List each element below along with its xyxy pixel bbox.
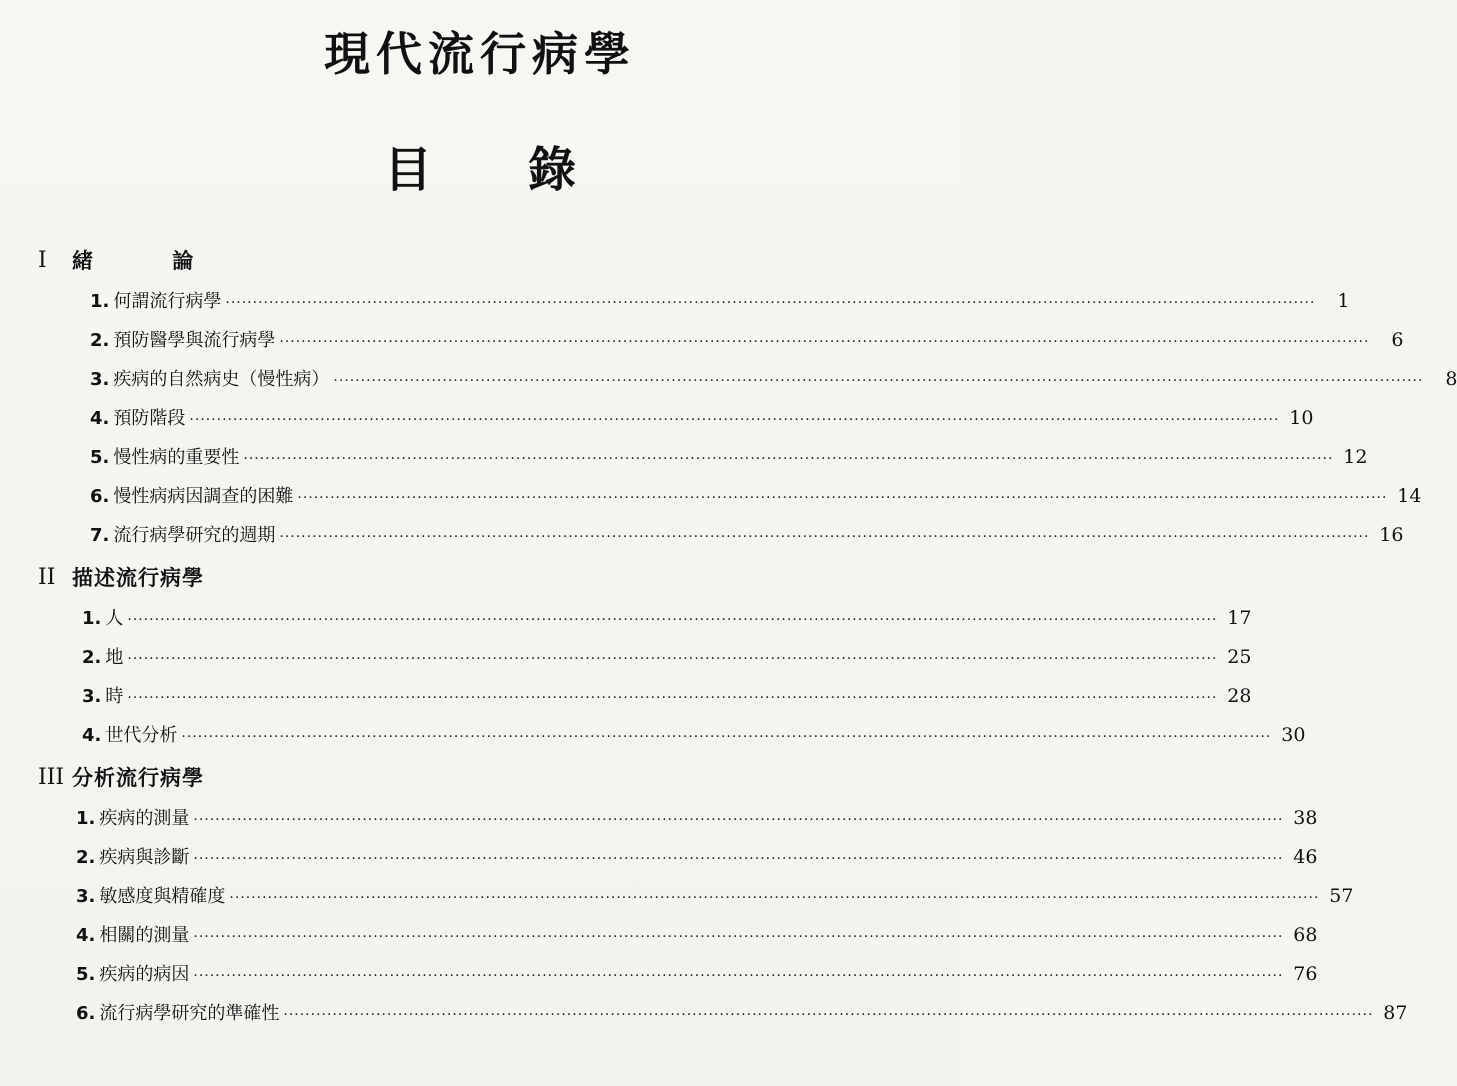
entry-label: 疾病的病因 bbox=[99, 964, 190, 985]
entry-number: 6. bbox=[90, 486, 110, 507]
entry-page-number: 25 bbox=[1227, 646, 1252, 668]
toc-entry bbox=[38, 955, 1318, 994]
dot-leader: ········································································································································································································ bbox=[181, 729, 1272, 745]
dot-leader: ········································································································································································································ bbox=[283, 1007, 1374, 1023]
entry-label: 時 bbox=[105, 686, 124, 707]
entry-page-number: 57 bbox=[1329, 885, 1354, 907]
toc-entry bbox=[38, 282, 1350, 321]
entry-label: 流行病學研究的週期 bbox=[113, 525, 276, 546]
entry-label: 疾病的測量 bbox=[99, 808, 190, 829]
toc-entry bbox=[38, 399, 1314, 438]
entry-label: 疾病的自然病史（慢性病） bbox=[113, 369, 330, 390]
section-title: 描述流行病學 bbox=[72, 566, 204, 590]
section-numeral: II bbox=[38, 564, 56, 590]
entry-page-number: 76 bbox=[1293, 963, 1318, 985]
dot-leader: ········································································································································································································ bbox=[127, 690, 1218, 706]
entry-page-number: 46 bbox=[1293, 846, 1318, 868]
entry-label: 人 bbox=[105, 608, 124, 629]
entry-page-number: 17 bbox=[1227, 607, 1252, 629]
toc-entry bbox=[38, 321, 1404, 360]
toc-heading-char-1: 目 bbox=[383, 142, 432, 198]
dot-leader: ········································································································································································································ bbox=[189, 412, 1280, 428]
entry-label: 預防醫學與流行病學 bbox=[113, 330, 276, 351]
entry-label: 何謂流行病學 bbox=[113, 291, 222, 312]
entry-number: 6. bbox=[76, 1003, 96, 1024]
entry-label: 相關的測量 bbox=[99, 925, 190, 946]
dot-leader: ········································································································································································································ bbox=[243, 451, 1334, 467]
toc-entry bbox=[38, 994, 1408, 1033]
entry-page-number: 68 bbox=[1293, 924, 1318, 946]
toc-entry bbox=[38, 438, 1368, 477]
entry-number: 1. bbox=[90, 291, 110, 312]
entry-label: 預防階段 bbox=[113, 408, 186, 429]
entry-page-number: 14 bbox=[1397, 485, 1422, 507]
table-of-contents bbox=[38, 238, 1457, 1033]
entry-label: 世代分析 bbox=[105, 725, 178, 746]
dot-leader: ········································································································································································································ bbox=[127, 651, 1218, 667]
entry-number: 1. bbox=[76, 808, 96, 829]
toc-section-1 bbox=[38, 238, 1457, 555]
entry-page-number: 12 bbox=[1343, 446, 1368, 468]
entry-page-number: 16 bbox=[1379, 524, 1404, 546]
entry-number: 4. bbox=[90, 408, 110, 429]
toc-entry bbox=[38, 516, 1404, 555]
toc-entry bbox=[38, 799, 1318, 838]
toc-entry bbox=[38, 916, 1318, 955]
entry-number: 4. bbox=[82, 725, 102, 746]
entry-number: 2. bbox=[76, 847, 96, 868]
entry-number: 1. bbox=[82, 608, 102, 629]
toc-entry bbox=[38, 360, 1457, 399]
entry-number: 4. bbox=[76, 925, 96, 946]
entry-label: 慢性病的重要性 bbox=[113, 447, 240, 468]
entry-number: 3. bbox=[90, 369, 110, 390]
entry-number: 5. bbox=[90, 447, 110, 468]
section-numeral: III bbox=[38, 764, 65, 790]
toc-heading bbox=[0, 140, 960, 200]
toc-entry bbox=[38, 638, 1252, 677]
entry-page-number: 10 bbox=[1289, 407, 1314, 429]
dot-leader: ········································································································································································································ bbox=[193, 929, 1284, 945]
toc-entry bbox=[38, 877, 1354, 916]
dot-leader: ········································································································································································································ bbox=[193, 851, 1284, 867]
entry-number: 2. bbox=[90, 330, 110, 351]
entry-page-number: 28 bbox=[1227, 685, 1252, 707]
dot-leader: ········································································································································································································ bbox=[225, 295, 1316, 311]
entry-label: 地 bbox=[105, 647, 124, 668]
toc-section-3 bbox=[38, 755, 1408, 1033]
toc-section-2 bbox=[38, 555, 1306, 755]
book-title: 現代流行病學 bbox=[324, 27, 636, 81]
entry-page-number: 87 bbox=[1383, 1002, 1408, 1024]
dot-leader: ········································································································································································································ bbox=[279, 334, 1370, 350]
entry-page-number: 8 bbox=[1445, 368, 1457, 390]
section-header bbox=[38, 238, 918, 282]
section-header bbox=[38, 755, 918, 799]
entry-label: 慢性病病因調查的困難 bbox=[113, 486, 294, 507]
entry-number: 7. bbox=[90, 525, 110, 546]
section-entries bbox=[38, 282, 1457, 555]
entry-label: 流行病學研究的準確性 bbox=[99, 1003, 280, 1024]
entry-page-number: 6 bbox=[1391, 329, 1404, 351]
section-title: 分析流行病學 bbox=[72, 766, 204, 790]
section-numeral: I bbox=[38, 247, 47, 273]
dot-leader: ········································································································································································································ bbox=[229, 890, 1320, 906]
dot-leader: ········································································································································································································ bbox=[297, 490, 1388, 506]
dot-leader: ········································································································································································································ bbox=[279, 529, 1370, 545]
entry-label: 敏感度與精確度 bbox=[99, 886, 226, 907]
toc-entry bbox=[38, 716, 1306, 755]
toc-entry bbox=[38, 677, 1252, 716]
dot-leader: ········································································································································································································ bbox=[193, 968, 1284, 984]
entry-number: 2. bbox=[82, 647, 102, 668]
section-title: 緒 論 bbox=[72, 249, 230, 273]
entry-page-number: 1 bbox=[1337, 290, 1350, 312]
entry-number: 3. bbox=[82, 686, 102, 707]
toc-entry bbox=[38, 838, 1318, 877]
toc-heading-char-2: 錄 bbox=[528, 142, 577, 198]
entry-label: 疾病與診斷 bbox=[99, 847, 190, 868]
entry-number: 5. bbox=[76, 964, 96, 985]
entry-number: 3. bbox=[76, 886, 96, 907]
dot-leader: ········································································································································································································ bbox=[193, 812, 1284, 828]
entry-page-number: 30 bbox=[1281, 724, 1306, 746]
toc-entry bbox=[38, 599, 1252, 638]
entry-page-number: 38 bbox=[1293, 807, 1318, 829]
toc-entry bbox=[38, 477, 1422, 516]
section-entries bbox=[38, 599, 1306, 755]
section-entries bbox=[38, 799, 1408, 1033]
dot-leader: ········································································································································································································ bbox=[333, 373, 1424, 389]
section-header bbox=[38, 555, 918, 599]
dot-leader: ········································································································································································································ bbox=[127, 612, 1218, 628]
